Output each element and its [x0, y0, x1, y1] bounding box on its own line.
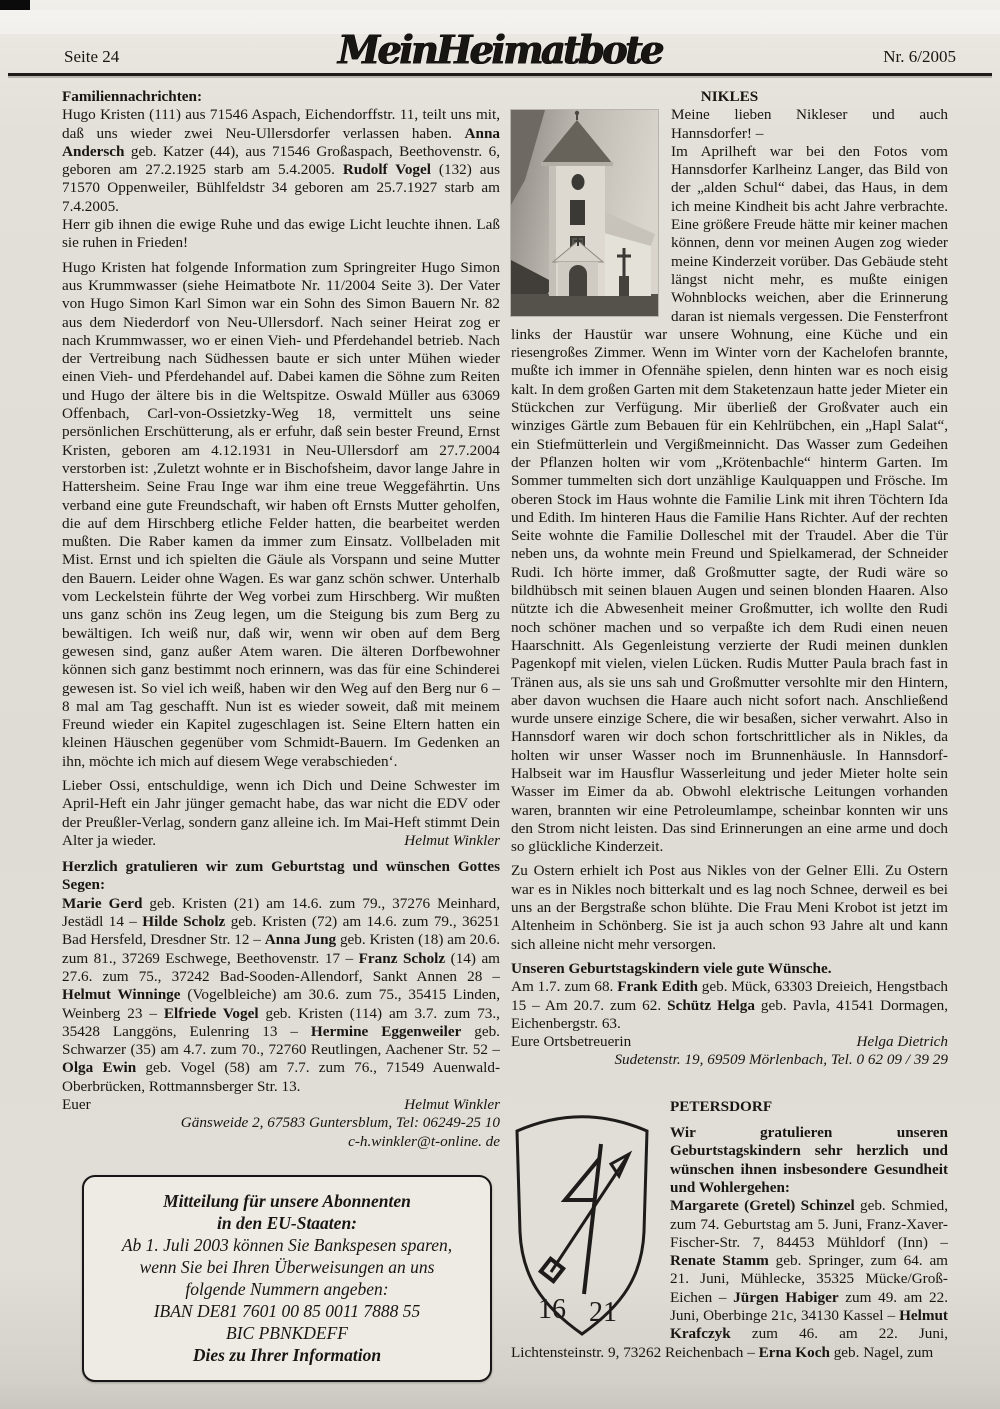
family-news-paragraph: Hugo Kristen (111) aus 71546 Aspach, Eichendorffstr. 11, teilt uns mit, daß uns wieder zwei Neu-Ullersdorfer verlassen haben. Anna Andersch geb. Katzer (44), aus 71546 Großaspach, Beethovenstr. 6, geboren am 27.2.1925 starb am 5.4.2005. Rudolf Vogel (132) aus 71570 Oppenweiler, Bühlfeldstr 34 geboren am 25.7.1927 starb am 7.4.2005.: [62, 106, 500, 215]
hugo-simon-story-paragraph: Hugo Kristen hat folgende Information zum Springreiter Hugo Simon aus Krummwasser (siehe Heimatbote Nr. 11/2004 Seite 3). Der Vater von Hugo Simon Karl Simon war ein Sohn des Simon Bauern Nr. 82 aus dem Niederdorf von Neu-Ullersdorf. Nach seiner Heirat zog er nach Krummwasser, wo er einen Vieh- und Pferdehandel betrieb. Nach der Vertreibung nach Südhessen baute er sich unter Mühen wieder einen Vieh- und Pferdehandel auf. Dabei kamen die Söhne zum Reiten und Hugo der ältere bis in die Weltspitze. Oswald Müller aus 63069 Offenbach, Carl-von-Ossietzky-Weg 18, vermittelt uns seine persönlichen Erschütterung, als er erfuhr, daß sein bester Freund, Ernst Kristen, geboren am 4.12.1931 in Neu-Ullersdorf am 27.7.2004 verstorben ist: ,Zuletzt wohnte er in Bischofsheim, davor lange Jahre in Hattersheim. Seine Frau Inge war ihm eine treue Weggefährtin. Uns verband eine gute Freundschaft, wir haben oft Ernsts Mutter geholfen, die auf dem Hirschberg etliche Felder hatten, die bearbeitet werden mußten. Die Raber kamen da immer zum Einsatz. Vollbeladen mit Mist. Ernst und ich spielten die Gäule als Vorspann und seine Mutter den Bauern. Leider ohne Wagen. Es war ganz schön schwer. Unterhalb vom Leckelstein führte der Weg vorbei zum Hirschberg. Wir mußten uns ganz schön ins Zeug legen, um die Steigung bis zum Berg zu bewältigen. Ich weiß nur, daß wir, wenn wir oben auf dem Berg gewesen sind, ganz außer Atem waren. Die älteren Dorfbewohner können sich ganz bestimmt noch erinnern, was das für eine Schinderei gewesen ist. So viel ich weiß, haben wir den Weg auf den Berg nur 6 – 8 mal am Tag geschafft. Nun ist es wieder soweit, daß mit meinem Freund wieder ein Kapitel zugeschlagen ist. Seine Eltern hatten ein kleinen Häuschen gegenüber vom Schmidt-Bauern. Im Gedenken an ihn, möchte ich mich auf diesem Wege verabschieden‘.: [62, 258, 500, 770]
left-column: [62, 88, 500, 1382]
masthead-logo: MeinHeimatbote: [338, 26, 662, 73]
signature-address: Gänsweide 2, 67583 Guntersblum, Tel: 06249-25 10: [180, 1114, 500, 1132]
notice-title-line2: in den EU-Staaten:: [216, 1212, 358, 1233]
apology-paragraph: Lieber Ossi, entschuldige, wenn ich Dich und Deine Schwester im April-Heft ein Jahr jünger gemacht habe, das war nicht die EDV oder der Preußler-Verlag, sondern ganz alleine ich. Im Mai-Heft stimmt Dein Alter ja wieder. Helmut Winkler: [62, 776, 500, 849]
nikles-church-photo: [511, 110, 658, 316]
page-number: Seite 24: [64, 47, 120, 66]
notice-line1: Ab 1. Juli 2003 können Sie Bankspesen sparen,: [121, 1234, 453, 1255]
nikles-heading: NIKLES: [700, 88, 759, 105]
issue-number: Nr. 6/2005: [883, 47, 956, 66]
nikles-memoir-paragraph: Im Aprilheft war bei den Fotos vom Hannsdorfer Karlheinz Langer, das Bild von der „alden Schul“ dabei, das Haus, in dem ich meine Kindheit bis acht Jahre verbrachte. Eine größere Freude hätte mir keiner machen können, denn vor meinen Augen zog wieder meine Kinderzeit vorüber. Das Gebäude steht längst nicht mehr, es mußte einigen Wohnblocks weichen, aber die Erinnerung daran ist niemals vergessen. Die Fensterfront links der Haustür war unsere Wohnung, eine Küche und ein riesengroßes Zimmer. Wenn im Winter vorn der Kachelofen brannte, mußte ich immer in Ofennähe spielen, denn hinten war es noch eisig kalt. In dem großen Garten mit dem Staketenzaun hatte jeder Mieter ein Stückchen zur Verfügung. Mir überließ der Großvater auch ein winziges Gärtle zum Bebauen für ein Kehlrübchen, ein „Hapl Salat“, ein Stiefmütterlein und Vergißmeinnicht. Das Wasser zum Gedeihen der Pflanzen holten wir vom „Krötenbachle“ hinterm Garten. Im Sommer tummelten sich dort unzählige Kaulquappen und Frösche. Im oberen Stock im Haus wohnte die Familie Link mit ihren Töchtern Ida und Edith. Im hinteren Haus die Familie Hans Richter. Auf der rechten Seite wohnte die Familie Dolleschel mit der Traudel. Aber die Tür neben uns, da wohnte mein Freund und Spielkamerad, der Schneider Rudi. Ich hörte immer, daß Großmutter sagte, der Rudi wäre so bildhübsch mit seinen blauen Augen und seinen blonden Haaren. Also nützte ich die Abwesenheit meiner Großmutter, ich wollte den Rudi noch schöner machen und so verpaßte ich dem Rudi einen neuen Haarschnitt. Als Gegenleistung verzierte der Rudi meinen dunklen Pagenkopf mit vielen, vielen Lücken. Rudis Mutter Paula brach fast in Tränen aus, als sie uns sah und Großmutter versohlte mir den Hintern, aber davon wuchsen die Haare auch nicht sofort nach. Anschließend wurde unsere einzige Schere, die wir besaßen, sicher verwahrt. Also in Hannsdorf waren wir doch schon fortschrittlicher als in Nikles, da holten wir unser Wasser noch im Brunnenhäusle. In Hannsdorf-Halbseit war im Hausflur Wasserleitung und jeder Mieter holte sein Wasser im Eimer da ab. Obwohl elektrische Leitungen vorhanden waren, brannten wir eine Petroleumlampe, scheinbar konnten wir uns den Strom nicht leisten. Das sind Erinnerungen an eine arme und doch so glückliche Kinderzeit.: [511, 142, 948, 856]
wishes-heading: Unseren Geburtstagskindern viele gute Wünsche.: [511, 959, 832, 977]
nikles-greeting: Meine lieben Nikleser und auch Hannsdorfer! –: [671, 106, 948, 142]
crest-year-left: 16: [538, 1293, 566, 1325]
petersdorf-intro: Wir gratulieren unseren Geburtstagskindern sehr herzlich und wünschen ihnen insbesondere Gesundheit und Wohlergehen:: [670, 1124, 948, 1196]
notice-bic: BIC PBNKDEFF: [226, 1322, 348, 1343]
family-news-heading: Familiennachrichten:: [62, 88, 203, 105]
caretaker-salutation: Eure Ortsbetreuerin: [511, 1033, 632, 1051]
petersdorf-section: [511, 1098, 948, 1362]
signature-salutation: Euer: [62, 1096, 91, 1114]
petersdorf-crest: [511, 1104, 653, 1341]
right-column: [511, 88, 948, 1382]
wishes-list-paragraph: Am 1.7. zum 68. Frank Edith geb. Mück, 63303 Dreieich, Hengstbach 15 – Am 20.7. zum 62. Schütz Helga geb. Pavla, 41541 Dormagen, Eichenbergstr. 63.: [511, 978, 949, 1032]
notice-footer: Dies zu Ihrer Information: [192, 1344, 382, 1365]
signature-email: c-h.winkler@t-online. de: [348, 1132, 500, 1150]
subscriber-notice-box: [82, 1175, 492, 1382]
petersdorf-list-paragraph: Margarete (Gretel) Schinzel geb. Schmied, zum 74. Geburtstag am 5. Juni, Franz-Xaver-Fischer-Str. 7, 84453 Mühldorf (Inn) – Renate Stamm geb. Springer, zum 64. am 21. Juni, Mühlecke, 35325 Mücke/Groß-Eichen – Jürgen Habiger zum 49. am 22. Juni, Oberbinge 21c, 34130 Kassel – Helmut Krafczyk zum 46. am 22. Juni, Lichtensteinstr. 9, 73262 Reichenbach – Erna Koch geb. Nagel, zum: [511, 1197, 949, 1361]
signature-row: [62, 1096, 500, 1114]
notice-line3: folgende Nummern angeben:: [185, 1278, 389, 1299]
crest-year-right: 21: [589, 1296, 617, 1328]
caretaker-address: Sudetenstr. 19, 69509 Mörlenbach, Tel. 0 62 09 / 39 29: [614, 1051, 948, 1069]
content-columns: [62, 88, 948, 1382]
birthday-heading: Herzlich gratulieren wir zum Geburtstag und wünschen Gottes Segen:: [62, 858, 500, 894]
signature-name: Helmut Winkler: [404, 1096, 500, 1114]
header-rule: [8, 73, 992, 76]
petersdorf-heading: PETERSDORF: [670, 1097, 773, 1115]
ostern-paragraph: Zu Ostern erhielt ich Post aus Nikles von der Gelner Elli. Zu Ostern war es in Nikles noch bitterkalt und es lag noch Schnee, derweil es bei uns an der Bergstraße schon blühte. Die Frau Meni Krobot ist jetzt im Altenheim in Schönberg. Sie ist ja auch schon 93 Jahre alt und kann sich alleine nicht mehr versorgen.: [511, 862, 948, 953]
condolence-paragraph: Herr gib ihnen die ewige Ruhe und das ewige Licht leuchte ihnen. Laß sie ruhen in Frieden!: [62, 216, 500, 252]
birthday-list-paragraph: Marie Gerd geb. Kristen (21) am 14.6. zum 79., 37276 Meinhard, Jestädl 14 – Hilde Scholz geb. Kristen (72) am 14.6. zum 79., 36251 Bad Hersfeld, Dresdner Str. 12 – Anna Jung geb. Kristen (18) am 20.6. zum 81., 37269 Eschwege, Beethovenstr. 17 – Franz Scholz (14) am 27.6. zum 75., 37242 Bad-Sooden-Allendorf, Sankt Annen 28 – Helmut Winninge (Vogelbleiche) am 30.6. zum 75., 35415 Linden, Weinberg 23 – Elfriede Vogel geb. Kristen (114) am 3.7. zum 73., 35428 Langgöns, Eulenring 13 – Hermine Eggenweiler geb. Schwarzer (35) am 4.7. zum 70., 72760 Reutlingen, Aachener Str. 52 – Olga Ewin geb. Vogel (58) am 7.7. zum 76., 71549 Auenwald-Oberbrücken, Rottmannsberger Str. 13.: [62, 894, 501, 1095]
notice-line2: wenn Sie bei Ihren Überweisungen an uns: [139, 1256, 435, 1277]
notice-title-line1: Mitteilung für unsere Abonnenten: [163, 1190, 411, 1211]
page-header: [0, 0, 1000, 72]
caretaker-name: Helga Dietrich: [856, 1033, 948, 1051]
notice-iban: IBAN DE81 7601 00 85 0011 7888 55: [153, 1300, 421, 1321]
caretaker-signature-row: [511, 1033, 948, 1051]
